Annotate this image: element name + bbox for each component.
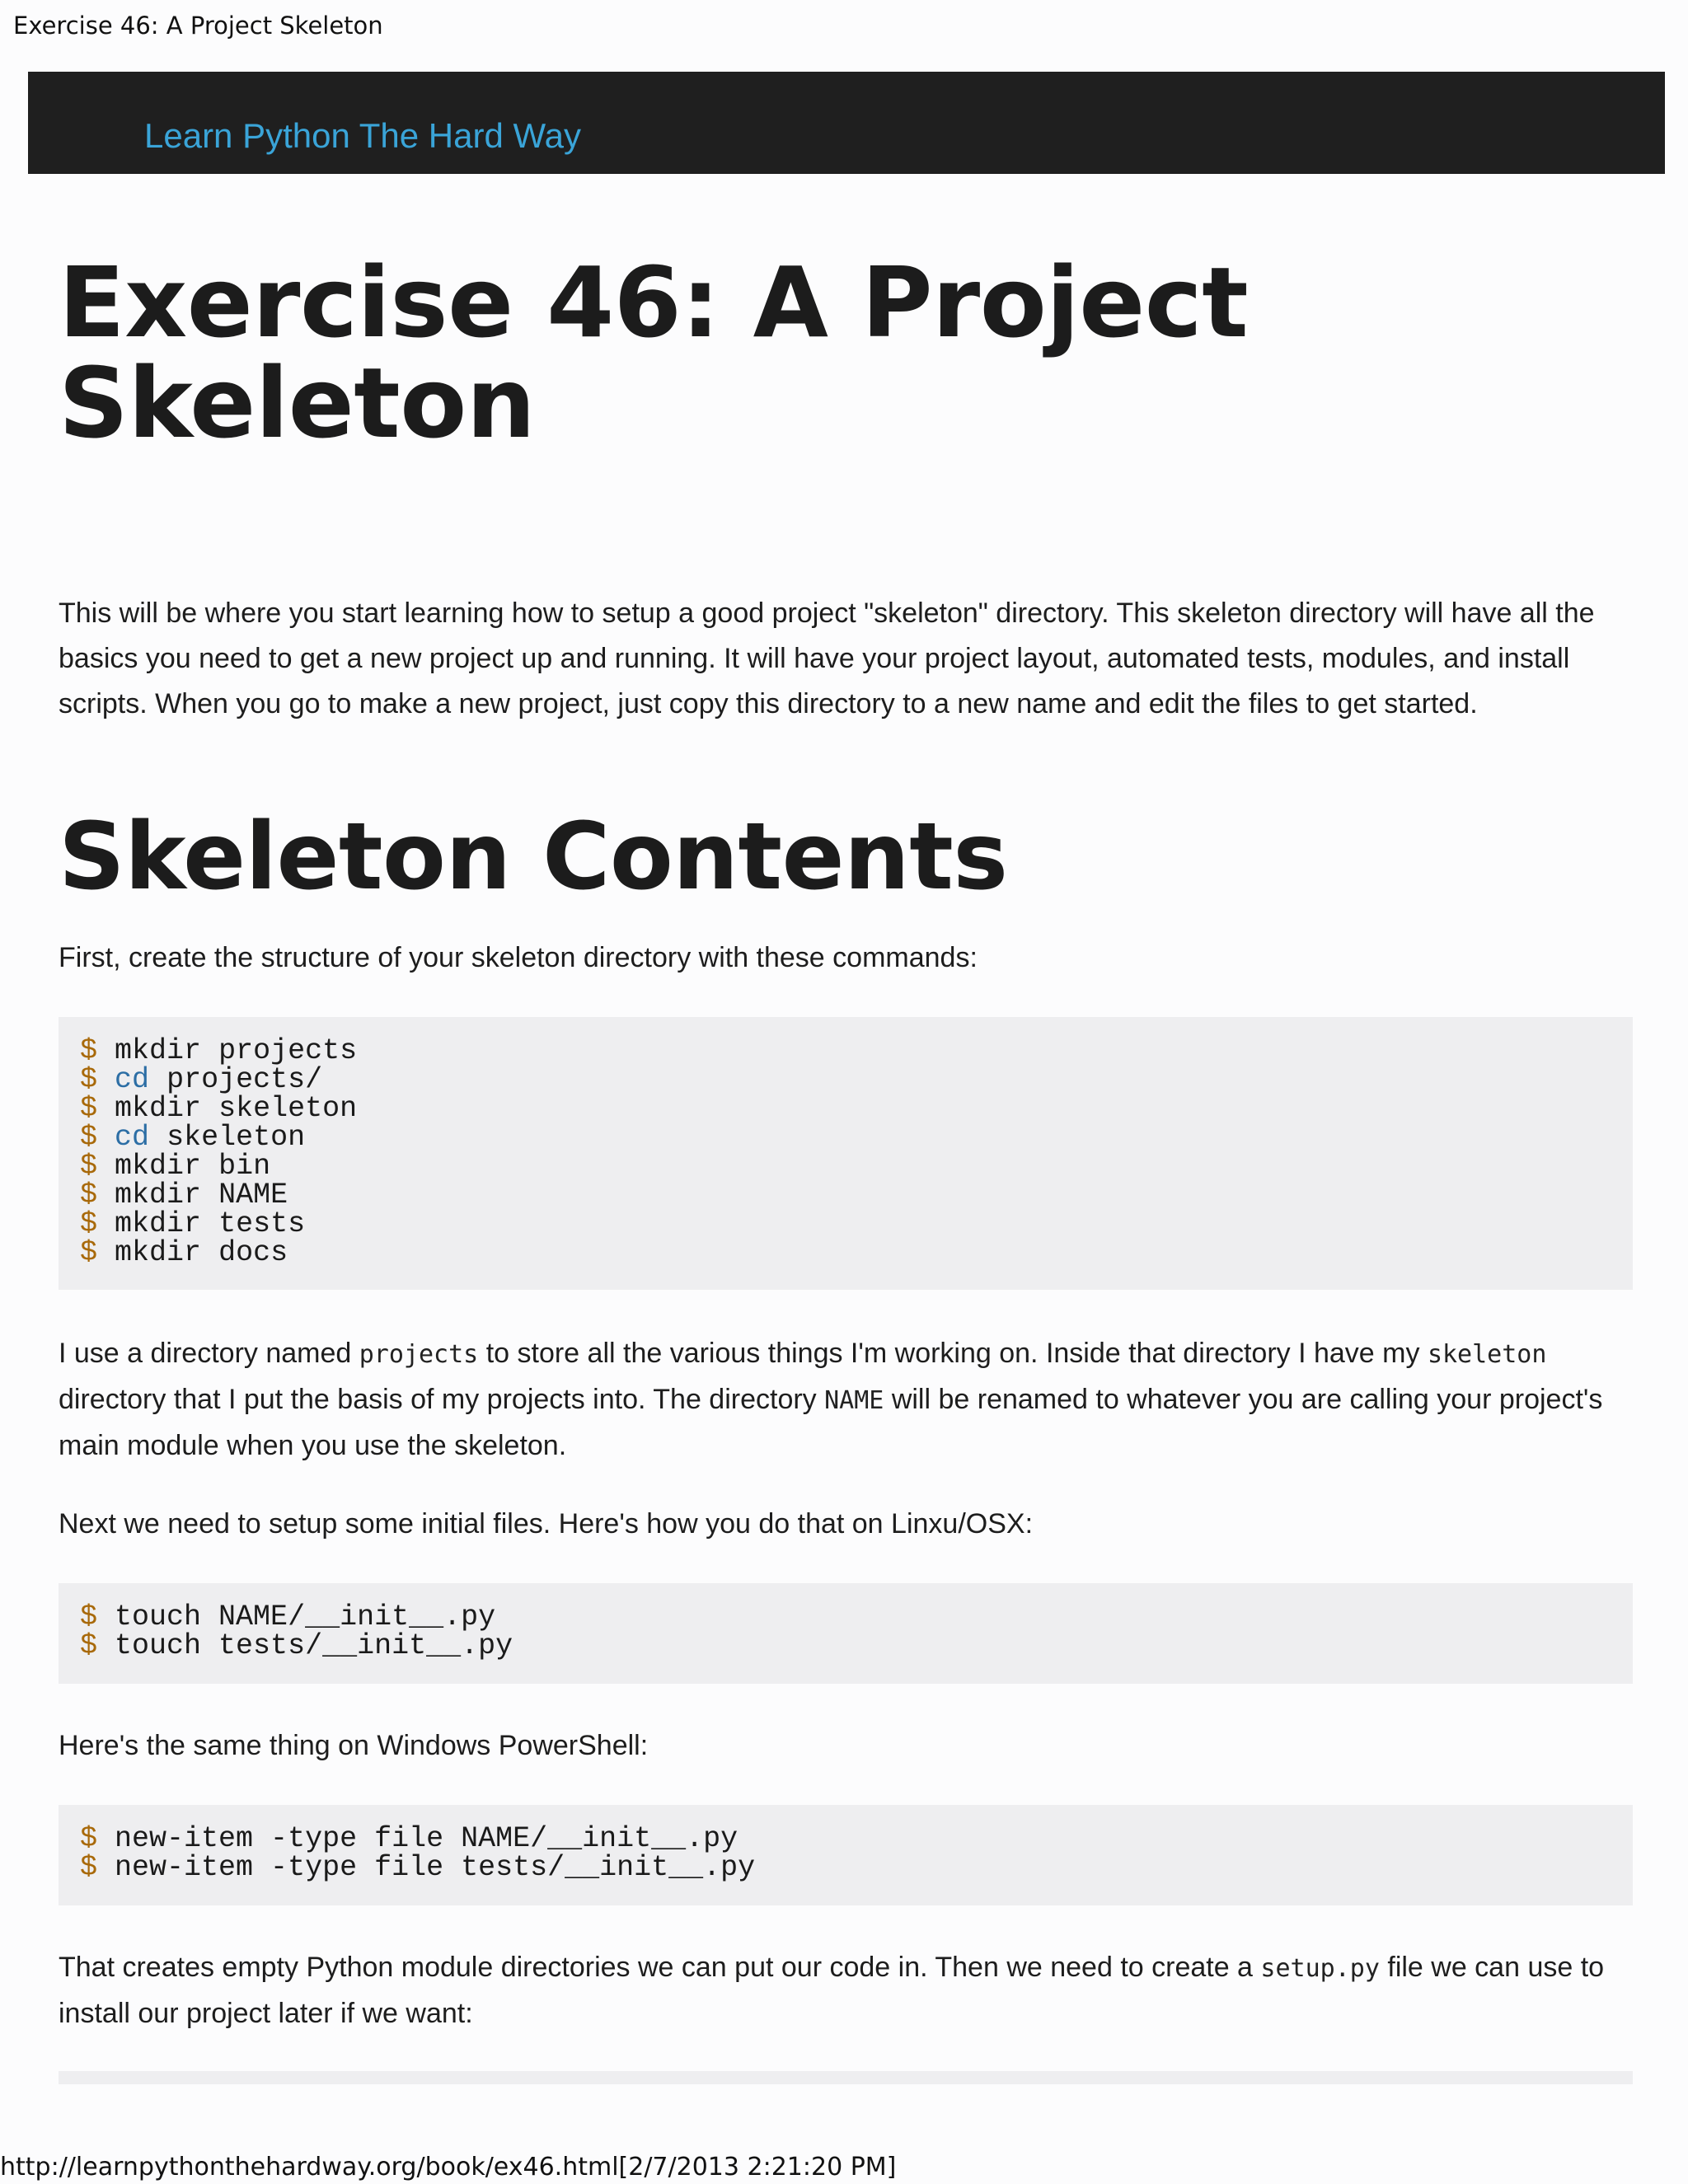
command-text: touch tests/__init__.py xyxy=(115,1629,513,1662)
inline-code-skeleton: skeleton xyxy=(1427,1340,1547,1369)
inline-code-setup-py: setup.py xyxy=(1260,1954,1380,1983)
command-text: touch NAME/__init__.py xyxy=(115,1601,496,1633)
command-name: mkdir xyxy=(115,1179,202,1212)
print-footer: http://learnpythonthehardway.org/book/ex46.html[2/7/2013 2:21:20 PM] xyxy=(0,2153,897,2182)
code-line xyxy=(80,1207,1611,1240)
command-name: mkdir xyxy=(115,1034,202,1067)
print-header: Exercise 46: A Project Skeleton xyxy=(13,12,383,40)
next-paragraph: Next we need to setup some initial files. Here's how you do that on Linxu/OSX: xyxy=(59,1508,1034,1540)
prompt-symbol: $ xyxy=(80,1822,98,1855)
command-arg: skeleton xyxy=(218,1092,358,1125)
prompt-symbol: $ xyxy=(80,1150,98,1183)
text-run: will be renamed to whatever you are calling your project's main module when you use the skeleton. xyxy=(59,1384,1603,1461)
code-line xyxy=(80,1152,1611,1181)
prompt-symbol: $ xyxy=(80,1851,98,1884)
code-line xyxy=(80,1603,1611,1632)
brand-link[interactable]: Learn Python The Hard Way xyxy=(144,116,581,155)
code-line xyxy=(80,1822,1611,1855)
prompt-symbol: $ xyxy=(80,1207,98,1240)
code-block-setup-py xyxy=(59,2071,1633,2084)
code-line xyxy=(80,1181,1611,1210)
prompt-symbol: $ xyxy=(80,1092,98,1125)
section-heading: Skeleton Contents xyxy=(59,804,1008,911)
prompt-symbol: $ xyxy=(80,1063,98,1096)
intro-paragraph: This will be where you start learning how to setup a good project "skeleton" directory. This skeleton directory will have all the basics you need to get a new project up and running. It will have your project layout, automated tests, modules, and install scripts. When you go to make a new project, just copy this directory to a new name and edit the files to get started. xyxy=(59,598,1595,719)
command-arg: bin xyxy=(218,1150,271,1183)
code-line xyxy=(80,1236,1611,1269)
text-run: That creates empty Python module directories we can put our code in. Then we need to create a xyxy=(59,1952,1261,1983)
prompt-symbol: $ xyxy=(80,1034,98,1067)
command-arg: projects/ xyxy=(166,1063,323,1096)
command-name: cd xyxy=(115,1063,150,1096)
prompt-symbol: $ xyxy=(80,1601,98,1633)
navbar xyxy=(28,72,1665,174)
code-line xyxy=(80,1063,1611,1096)
first-paragraph: First, create the structure of your skeleton directory with these commands: xyxy=(59,942,978,973)
command-arg: skeleton xyxy=(166,1121,306,1154)
setup-paragraph xyxy=(59,1945,1633,2036)
text-run: I use a directory named xyxy=(59,1338,359,1369)
code-line xyxy=(80,1851,1611,1884)
command-name: mkdir xyxy=(115,1207,202,1240)
command-text: new-item -type file NAME/__init__.py xyxy=(115,1822,738,1855)
command-arg: projects xyxy=(218,1034,358,1067)
code-line xyxy=(80,1094,1611,1123)
code-line xyxy=(80,1123,1611,1152)
command-arg: docs xyxy=(218,1236,288,1269)
code-block-mkdir xyxy=(59,1017,1633,1290)
command-text: new-item -type file tests/__init__.py xyxy=(115,1851,756,1884)
inline-code-projects: projects xyxy=(359,1340,479,1369)
text-run: file we can use to install our project later if we want: xyxy=(59,1952,1605,2029)
command-arg: NAME xyxy=(218,1179,288,1212)
prompt-symbol: $ xyxy=(80,1236,98,1269)
command-name: mkdir xyxy=(115,1092,202,1125)
projects-paragraph xyxy=(59,1331,1633,1469)
command-arg: tests xyxy=(218,1207,306,1240)
code-line xyxy=(80,1034,1611,1067)
command-name: cd xyxy=(115,1121,150,1154)
text-run: directory that I put the basis of my projects into. The directory xyxy=(59,1384,825,1415)
prompt-symbol: $ xyxy=(80,1179,98,1212)
prompt-symbol: $ xyxy=(80,1629,98,1662)
code-block-powershell xyxy=(59,1805,1633,1905)
code-line xyxy=(80,1629,1611,1662)
code-block-touch xyxy=(59,1583,1633,1684)
windows-paragraph: Here's the same thing on Windows PowerShell: xyxy=(59,1730,649,1761)
command-name: mkdir xyxy=(115,1236,202,1269)
inline-code-name: NAME xyxy=(824,1386,884,1415)
command-name: mkdir xyxy=(115,1150,202,1183)
page-title: Exercise 46: A Project Skeleton xyxy=(59,246,1249,460)
text-run: to store all the various things I'm working on. Inside that directory I have my xyxy=(478,1338,1428,1369)
prompt-symbol: $ xyxy=(80,1121,98,1154)
